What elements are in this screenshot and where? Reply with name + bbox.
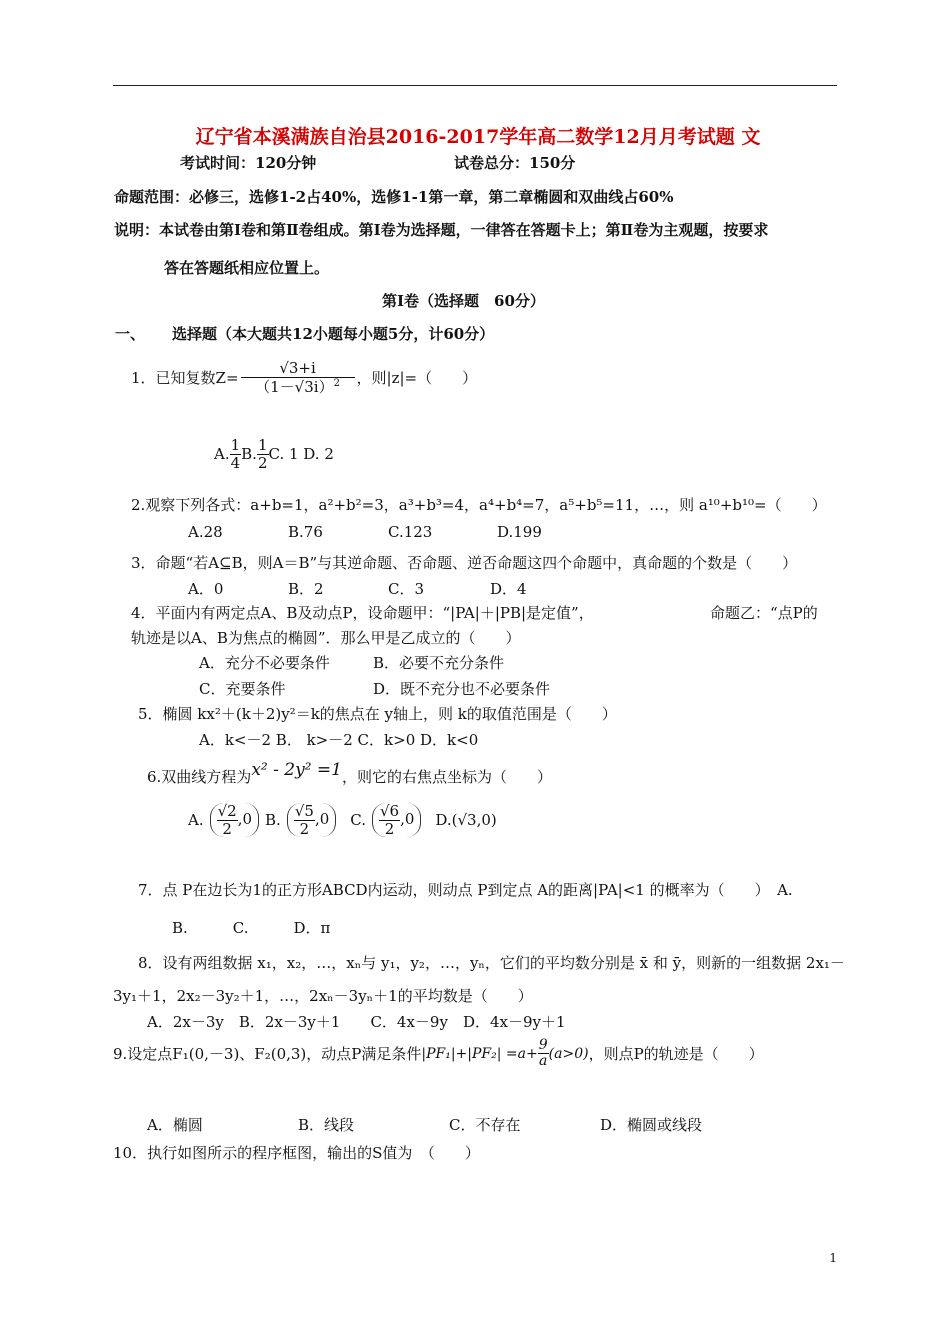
question-4-line2: 轨迹是以A、B为焦点的椭圆”．那么甲是乙成立的（ ）: [131, 629, 521, 647]
question-6: [147, 760, 552, 787]
q6-opt-a-label: A.: [188, 811, 204, 829]
q1-exponent: 2: [333, 377, 340, 389]
q6-options: [188, 803, 497, 837]
instructions-line1: 说明：本试卷由第Ⅰ卷和第Ⅱ卷组成。第Ⅰ卷为选择题，一律答在答题卡上；第Ⅱ卷为主观题，按要求: [114, 221, 769, 239]
q4-option-a: A．充分不必要条件: [199, 654, 330, 672]
q9-option-b: B．线段: [298, 1116, 355, 1134]
q9-suffix: ，则点P的轨迹是（ ）: [588, 1045, 764, 1064]
q6-opt-b-label: B.: [265, 811, 281, 829]
question-3: 3．命题“若A⊆B，则A＝B”与其逆命题、否命题、逆否命题这四个命题中，真命题的个数是（ ）: [131, 554, 798, 572]
q6-equation: x² - 2y² =1: [251, 760, 342, 780]
question-4-line1-right: 命题乙：“点P的: [710, 604, 818, 622]
q8-options: A．2x－3y B．2x－3y＋1 C．4x－9y D．4x－9y＋1: [147, 1013, 566, 1031]
q4-option-d: D．既不充分也不必要条件: [373, 680, 551, 698]
section-numeral: 一、: [115, 325, 146, 343]
question-9: [113, 1038, 764, 1070]
section-heading: 选择题（本大题共12小题每小题5分，计60分）: [172, 325, 495, 343]
q2-option-c: C.123: [388, 523, 433, 541]
q1-opt-b-label: B.: [241, 445, 257, 463]
page-number: 1: [829, 1251, 837, 1265]
question-8-line2: 3y₁＋1，2x₂－3y₂＋1，…，2xₙ－3yₙ＋1的平均数是（ ）: [113, 987, 533, 1005]
q1-opt-a-fraction: $\frac{1}{4}$: [230, 436, 241, 472]
question-4-line1: 4．平面内有两定点A、B及动点P，设命题甲：“|PA|＋|PB|是定值”，: [131, 604, 594, 622]
question-7-line2: B. C. D．π: [172, 919, 331, 937]
q6-opt-c-value: $\frac{√6}{2}$ ,0: [372, 803, 421, 837]
q1-prefix: 1．已知复数Z=: [131, 369, 239, 387]
q1-opt-rest: C. 1 D. 2: [268, 445, 334, 463]
q3-option-d: D．4: [490, 580, 527, 598]
q9-option-a: A．椭圆: [147, 1116, 203, 1134]
q1-options: [214, 437, 334, 471]
q1-opt-b-fraction: $\frac{1}{2}$: [257, 436, 268, 472]
question-2: 2.观察下列各式：a+b=1，a²+b²=3，a³+b³=4，a⁴+b⁴=7，a⁵+b⁵=11，…，则 a¹⁰+b¹⁰=（ ）: [131, 496, 827, 514]
q9-option-d: D．椭圆或线段: [600, 1116, 703, 1134]
question-10: 10．执行如图所示的程序框图，输出的S值为 （ ）: [113, 1144, 480, 1162]
q6-prefix: 6.双曲线方程为: [147, 768, 252, 786]
instructions-line2: 答在答题纸相应位置上。: [164, 259, 330, 277]
q4-option-b: B．必要不充分条件: [373, 654, 505, 672]
q4-option-c: C．充要条件: [199, 680, 286, 698]
exam-time: 考试时间：120分钟: [180, 154, 317, 172]
q9-option-c: C．不存在: [449, 1116, 521, 1134]
q1-suffix: ，则|z|=（ ）: [356, 369, 478, 387]
exam-scope: 命题范围：必修三，选修1-2占40%，选修1-1第一章，第二章椭圆和双曲线占60%: [114, 188, 674, 206]
question-1: [131, 360, 477, 395]
part-title: 第Ⅰ卷（选择题 60分）: [382, 292, 545, 310]
q9-condition-fraction: $\frac{9}{a}$: [538, 1037, 548, 1070]
q6-opt-b-value: $\frac{√5}{2}$ ,0: [287, 803, 336, 837]
question-7-line1: 7．点 P在边长为1的正方形ABCD内运动，则动点 P到定点 A的距离|PA|<1 的概率为（ ） A.: [138, 881, 793, 899]
q6-opt-d: D.(√3,0): [435, 811, 497, 829]
q2-option-b: B.76: [288, 523, 323, 541]
q9-condition-left: |PF₁|+|PF₂| =a+: [421, 1045, 538, 1062]
q3-option-a: A．0: [188, 580, 224, 598]
page-title: 辽宁省本溪满族自治县2016-2017学年高二数学12月月考试题 文: [195, 126, 761, 148]
q2-option-d: D.199: [497, 523, 542, 541]
q6-opt-c-label: C.: [350, 811, 366, 829]
q2-option-a: A.28: [188, 523, 223, 541]
q1-fraction: [241, 360, 355, 395]
q5-options: A．k<－2 B． k>－2 C．k>0 D．k<0: [199, 731, 479, 749]
q1-numerator: √3+i: [241, 360, 355, 378]
header-rule: [113, 85, 837, 86]
q1-opt-a-label: A.: [214, 445, 230, 463]
q6-suffix: ，则它的右焦点坐标为（ ）: [341, 768, 552, 786]
q9-prefix: 9.设定点F₁(0,－3)、F₂(0,3)，动点P满足条件: [113, 1045, 422, 1064]
q3-option-b: B．2: [288, 580, 324, 598]
q6-opt-a-value: $\frac{√2}{2}$ ,0: [210, 803, 259, 837]
q3-option-c: C．3: [388, 580, 425, 598]
q9-condition-right: (a>0): [548, 1045, 589, 1062]
question-5: 5．椭圆 kx²＋(k＋2)y²＝k的焦点在 y轴上，则 k的取值范围是（ ）: [138, 705, 617, 723]
q1-denominator: $(1-√3i)^2$: [255, 377, 340, 396]
total-score: 试卷总分：150分: [454, 154, 576, 172]
question-8-line1: 8．设有两组数据 x₁，x₂，…，xₙ与 y₁，y₂，…，yₙ，它们的平均数分别是 x̄ 和 ȳ，则新的一组数据 2x₁－: [138, 954, 845, 972]
